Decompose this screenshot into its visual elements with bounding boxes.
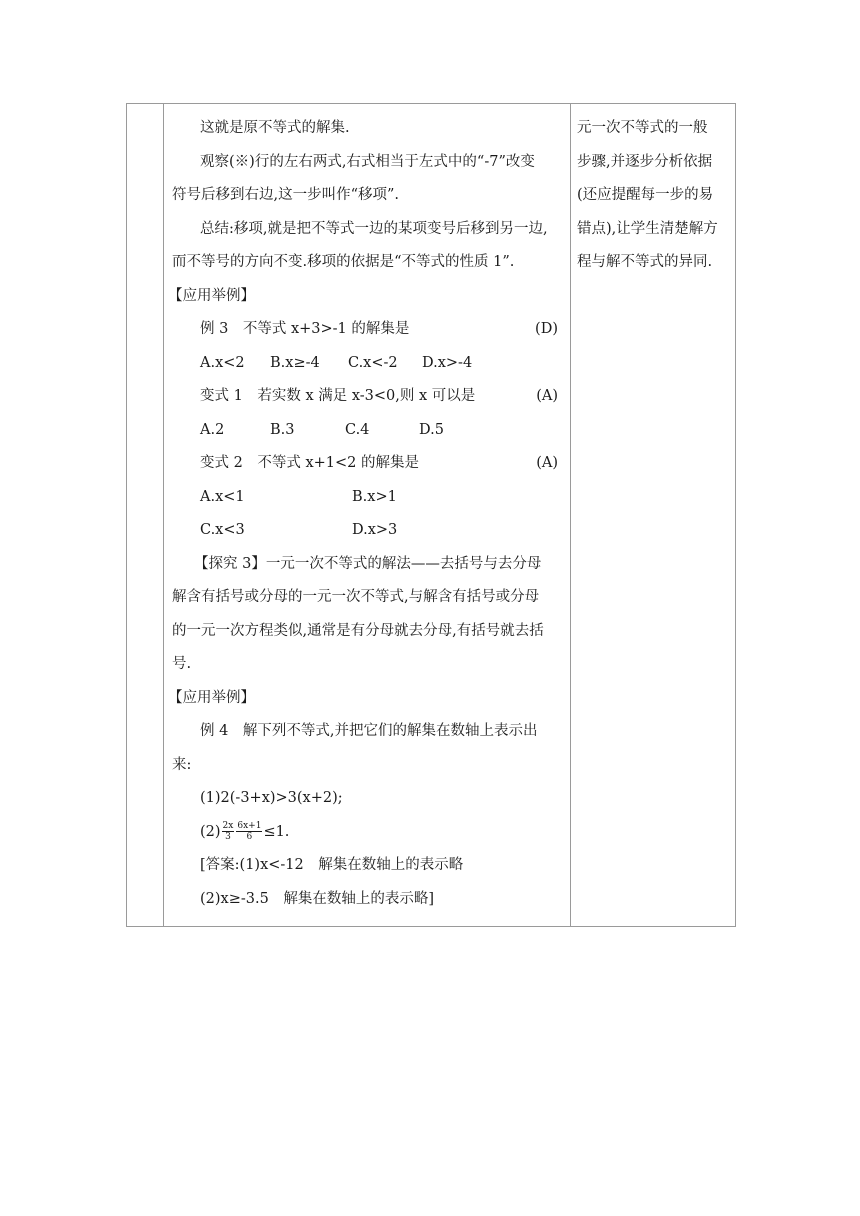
answer-label: (A): [536, 455, 558, 471]
variant-2-options-row-2: [172, 514, 564, 548]
example-4-question: 例 4 解下列不等式,并把它们的解集在数轴上表示出: [200, 723, 538, 739]
fraction-1-denominator: 3: [225, 832, 231, 842]
note-line: 步骤,并逐步分析依据: [577, 153, 713, 170]
fraction-2-denominator: 6: [246, 832, 253, 842]
example-3-options: [172, 347, 564, 381]
variant-2-question: [172, 447, 564, 481]
variant-1-question: [172, 380, 564, 414]
answer-line: [答案:(1)x<-12 解集在数轴上的表示略: [200, 857, 464, 873]
variant-2-options-row-1: [172, 481, 564, 515]
option-a: A.x<2: [200, 354, 245, 371]
inequality-2: [172, 816, 564, 850]
text-line: 符号后移到右边,这一步叫作“移项”.: [172, 187, 400, 203]
text-line: 号.: [172, 656, 192, 672]
item-suffix: ≤1.: [263, 823, 290, 840]
note-line: 错点),让学生清楚解方: [577, 220, 718, 237]
question-text: 变式 1 若实数 x 满足 x-3<0,则 x 可以是: [200, 388, 476, 404]
answer-line: (2)x≥-3.5 解集在数轴上的表示略]: [200, 890, 434, 907]
section-heading: 【应用举例】: [168, 689, 255, 706]
option-d: D.x>-4: [422, 354, 473, 371]
option-c: C.x<-2: [348, 354, 398, 371]
text-line: 而不等号的方向不变.移项的依据是“不等式的性质 1”.: [172, 254, 515, 270]
option-a: A.2: [200, 421, 225, 438]
option-d: D.x>3: [352, 522, 398, 538]
text-line: 解含有括号或分母的一元一次不等式,与解含有括号或分母: [172, 589, 540, 605]
answer-label: (A): [536, 388, 558, 404]
content-column: [164, 104, 571, 927]
example-3-question: [172, 313, 564, 347]
text-line: 这就是原不等式的解集.: [200, 120, 350, 136]
item-prefix: (2): [200, 823, 221, 840]
text-line: 观察(※)行的左右两式,右式相当于左式中的“-7”改变: [200, 153, 535, 170]
fraction-1: [222, 821, 235, 842]
notes-column: [571, 104, 736, 927]
fraction-2: [236, 821, 262, 842]
fraction-1-numerator: 2x: [222, 821, 234, 831]
text-line: 的一元一次方程类似,通常是有分母就去分母,有括号就去括: [172, 622, 544, 639]
option-c: C.4: [345, 421, 370, 438]
option-d: D.5: [419, 421, 444, 438]
blank-column: [127, 104, 164, 927]
option-b: B.x≥-4: [270, 354, 320, 371]
option-b: B.x>1: [352, 488, 397, 505]
text-line: 来:: [172, 756, 192, 773]
section-heading: 【探究 3】一元一次不等式的解法——去括号与去分母: [194, 555, 542, 572]
question-text: 变式 2 不等式 x+1<2 的解集是: [200, 455, 419, 471]
section-heading: 【应用举例】: [168, 287, 255, 304]
note-line: 程与解不等式的异同.: [577, 254, 713, 270]
lesson-table: [126, 103, 736, 927]
note-line: (还应提醒每一步的易: [577, 187, 714, 203]
option-b: B.3: [270, 421, 295, 438]
option-c: C.x<3: [200, 522, 245, 538]
variant-1-options: [172, 414, 564, 448]
option-a: A.x<1: [200, 488, 245, 505]
inequality-1: (1)2(-3+x)>3(x+2);: [200, 790, 343, 806]
fraction-2-numerator: 6x+1: [237, 821, 262, 831]
answer-label: (D): [535, 321, 558, 337]
text-line: 总结:移项,就是把不等式一边的某项变号后移到另一边,: [200, 220, 548, 237]
note-line: 元一次不等式的一般: [577, 120, 708, 136]
question-text: 例 3 不等式 x+3>-1 的解集是: [200, 321, 410, 337]
